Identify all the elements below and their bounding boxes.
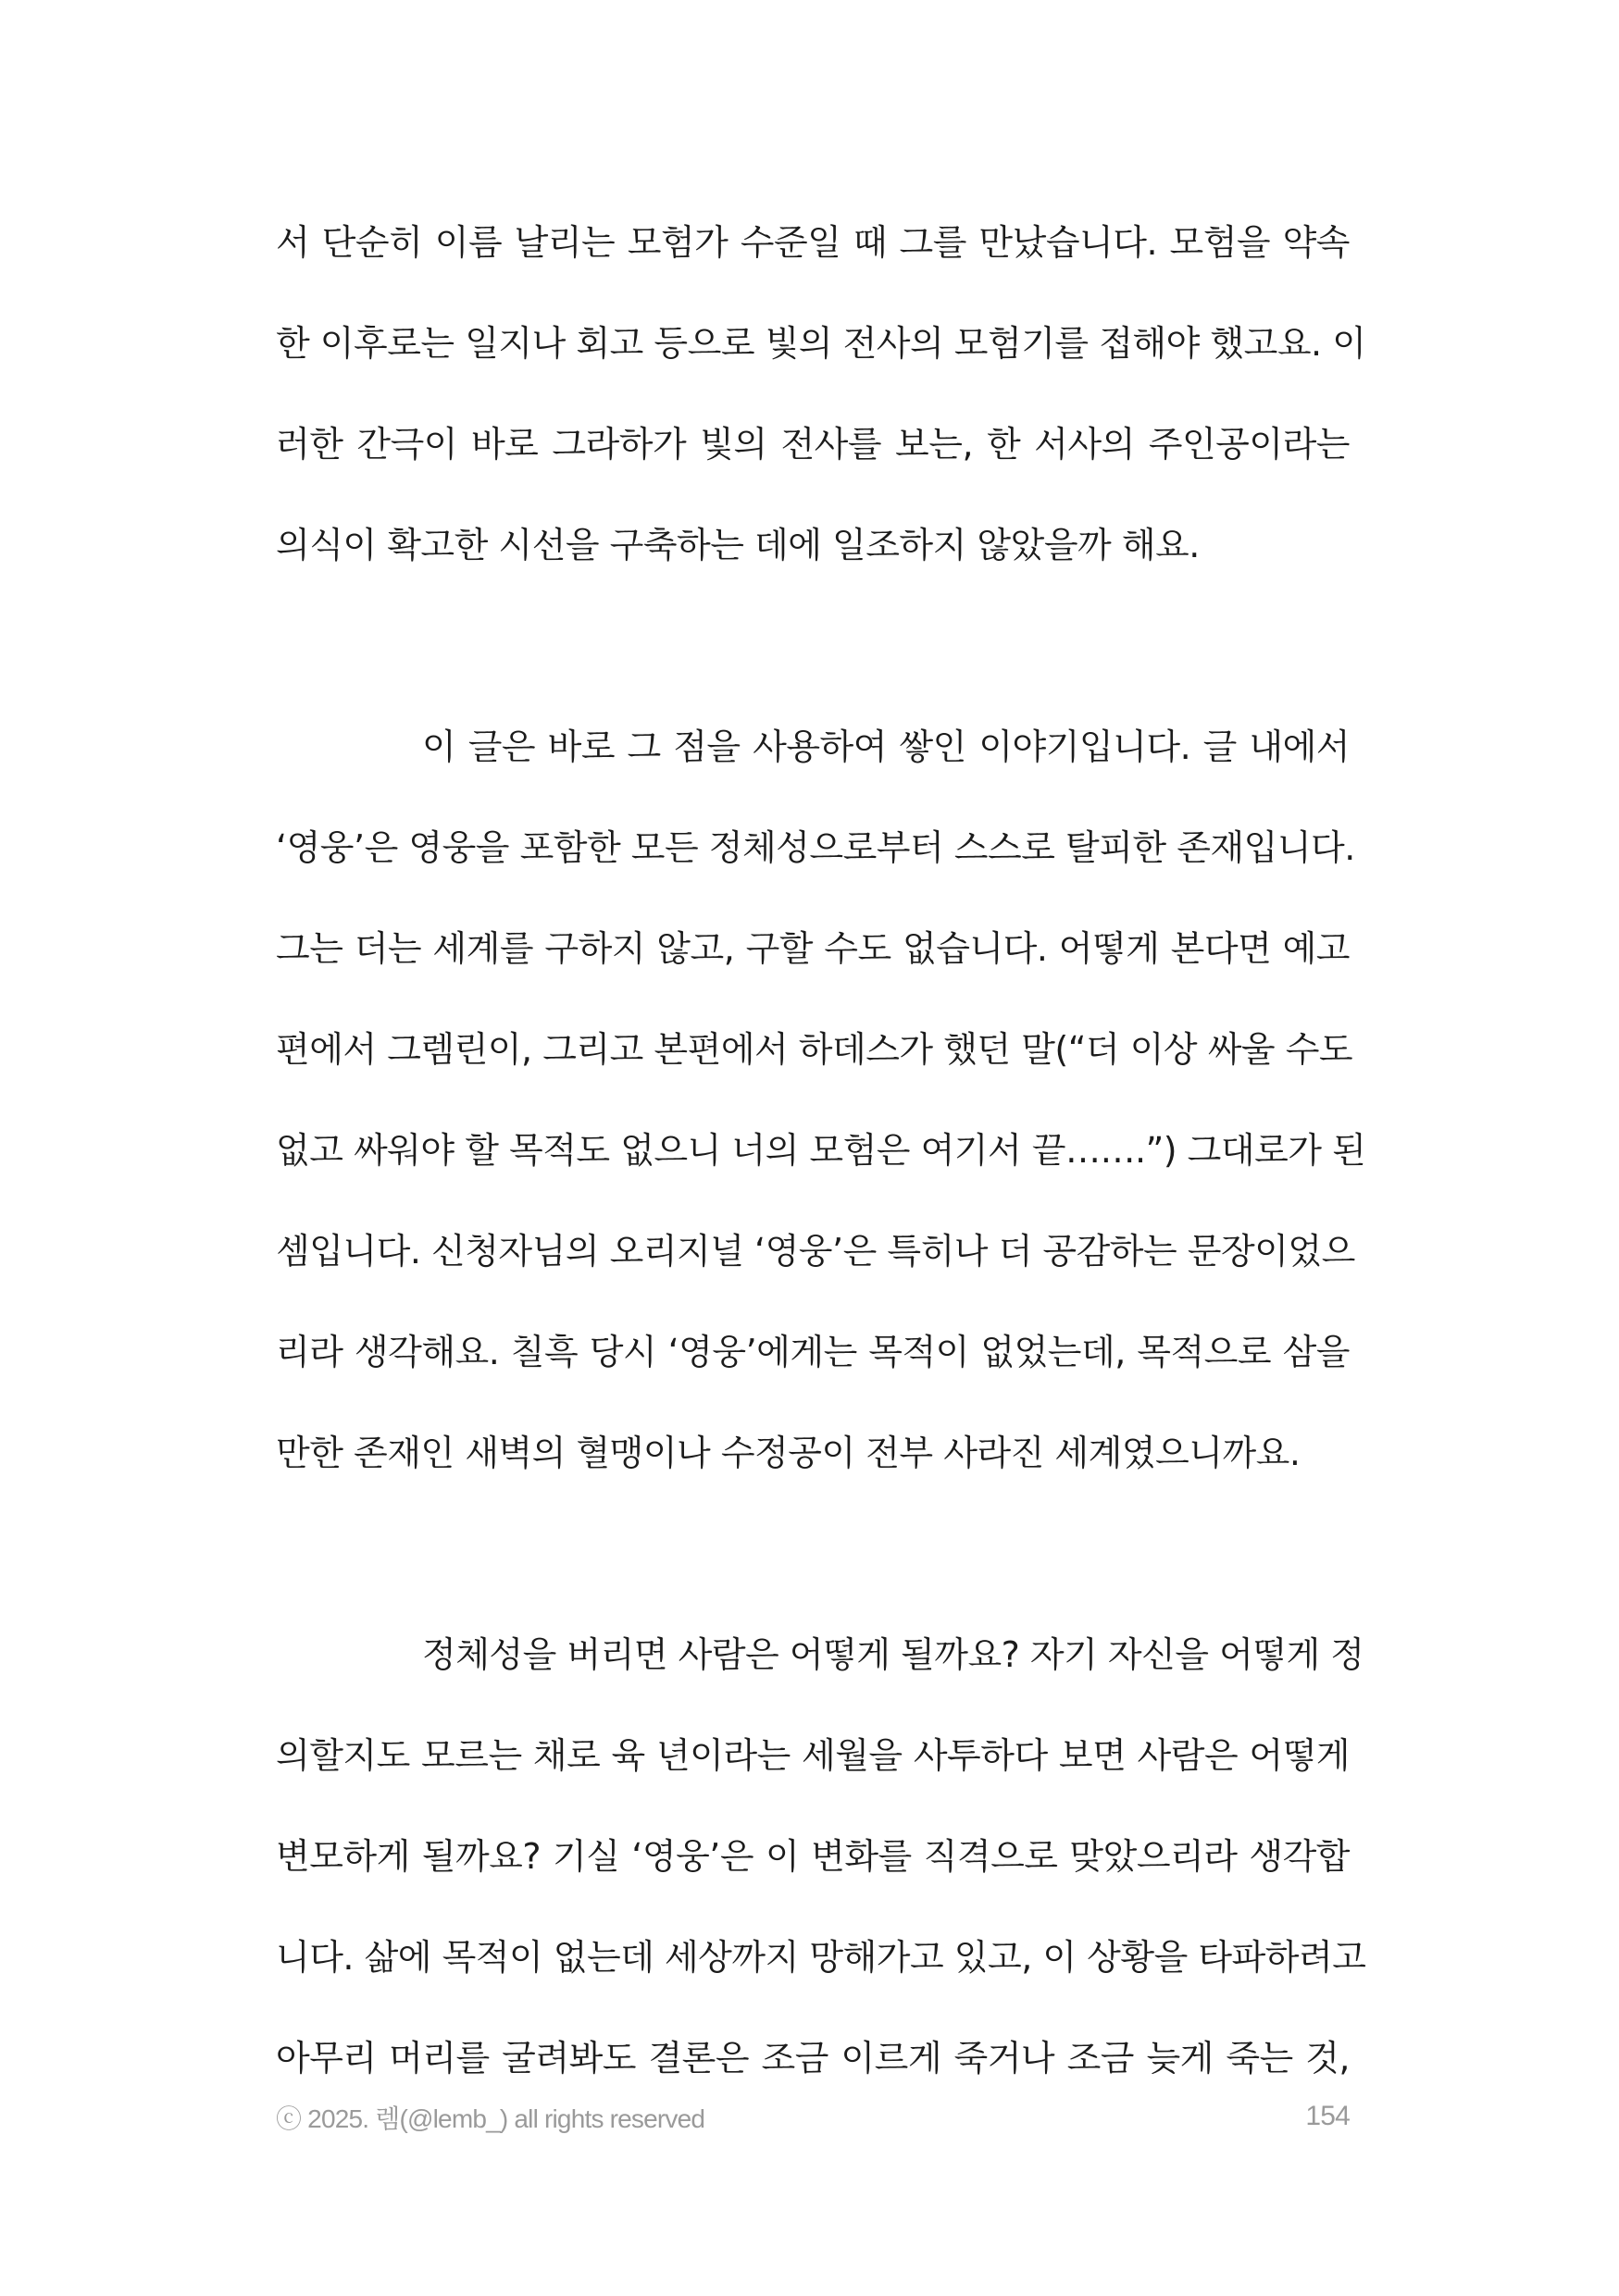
paragraph-gap xyxy=(276,609,1350,710)
text-line: 그는 더는 세계를 구하지 않고, 구할 수도 없습니다. 어떻게 본다면 예고 xyxy=(276,928,1350,969)
text-line: 서 단순히 이름 날리는 모험가 수준일 때 그를 만났습니다. 모험을 약속 xyxy=(276,222,1350,263)
text-line: 의식이 확고한 시선을 구축하는 데에 일조하지 않았을까 해요. xyxy=(276,525,1200,565)
text-line: ‘영웅’은 영웅을 포함한 모든 정체성으로부터 스스로 탈피한 존재입니다. xyxy=(276,827,1355,868)
paragraph-gap xyxy=(276,1517,1350,1618)
text-line: 변모하게 될까요? 기실 ‘영웅’은 이 변화를 직격으로 맞았으리라 생각합 xyxy=(276,1836,1350,1877)
text-line: 의할지도 모르는 채로 육 년이라는 세월을 사투하다 보면 사람은 어떻게 xyxy=(276,1735,1350,1776)
text-line: 니다. 삶에 목적이 없는데 세상까지 망해가고 있고, 이 상황을 타파하려고 xyxy=(276,1937,1366,1978)
text-line: 없고 싸워야 할 목적도 없으니 너의 모험은 여기서 끝…….”) 그대로가 된 xyxy=(276,1130,1366,1171)
paragraph-2 xyxy=(276,710,1366,1517)
copyright-notice: ⓒ 2025. 렘(@lemb_) all rights reserved xyxy=(276,2104,705,2133)
paragraph-3 xyxy=(276,1618,1366,2122)
text-line: 러한 간극이 바로 그라하가 빛의 전사를 보는, 한 서사의 주인공이라는 xyxy=(276,424,1350,465)
text-line: 셈입니다. 신청자님의 오리지널 ‘영웅’은 특히나 더 공감하는 문장이었으 xyxy=(276,1231,1355,1272)
text-line: 이 글은 바로 그 점을 사용하여 쌓인 이야기입니다. 글 내에서 xyxy=(422,726,1350,767)
text-line: 정체성을 버리면 사람은 어떻게 될까요? 자기 자신을 어떻게 정 xyxy=(422,1634,1364,1675)
text-line: 리라 생각해요. 칠흑 당시 ‘영웅’에게는 목적이 없었는데, 목적으로 삼을 xyxy=(276,1332,1350,1372)
text-line: 편에서 그렘린이, 그리고 본편에서 하데스가 했던 말(“더 이상 싸울 수도 xyxy=(276,1029,1353,1070)
text-line: 아무리 머리를 굴려봐도 결론은 조금 이르게 죽거나 조금 늦게 죽는 것, xyxy=(276,2038,1350,2079)
paragraph-1 xyxy=(276,205,1366,609)
page-number: 154 xyxy=(1305,2101,1350,2131)
text-line: 만한 존재인 새벽의 혈맹이나 수정공이 전부 사라진 세계였으니까요. xyxy=(276,1433,1301,1473)
text-line: 한 이후로는 일지나 회고 등으로 빛의 전사의 모험기를 접해야 했고요. 이 xyxy=(276,323,1366,364)
body-text xyxy=(276,205,1366,2122)
